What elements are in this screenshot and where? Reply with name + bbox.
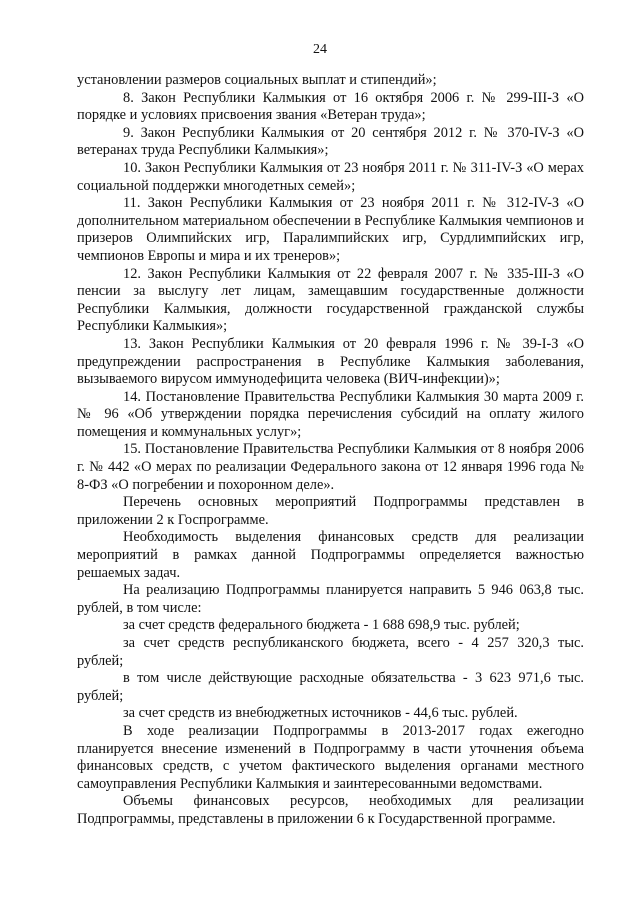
paragraph-activities-list: Перечень основных мероприятий Подпрограммы представлен в приложении 2 к Госпрограмме. <box>77 494 584 528</box>
paragraph-extrabudgetary: за счет средств из внебюджетных источников - 44,6 тыс. рублей. <box>123 705 518 722</box>
paragraph-annual-changes: В ходе реализации Подпрограммы в 2013-2017 годах ежегодно планируется внесение изменений в Подпрограмму в части уточнения объема финансовых средств, с учетом фактического выделения органами местного самоуправления Республики Калмыкия и заинтересованными ведомствами. <box>77 722 584 792</box>
paragraph-continuation: установлении размеров социальных выплат и стипендий»; <box>77 72 437 88</box>
paragraph-item-13: 13. Закон Республики Калмыкия от 20 февраля 1996 г. № 39-I-З «О предупреждении распространения в Республике Калмыкия заболевания, вызываемого вирусом иммунодефицита человека (ВИЧ-инфекции)»; <box>77 335 584 388</box>
paragraph-item-11: 11. Закон Республики Калмыкия от 23 ноября 2011 г. № 312-IV-З «О дополнительном материальном обеспечении в Республике Калмыкия чемпионов и призеров Олимпийских игр, Паралимпийских игр, Сурдлимпийских игр, чемпионов Европы и мира и их тренеров»; <box>77 195 584 264</box>
paragraph-item-9: 9. Закон Республики Калмыкия от 20 сентября 2012 г. № 370-IV-З «О ветеранах труда Республики Калмыкия»; <box>77 124 584 159</box>
paragraph-item-8: 8. Закон Республики Калмыкия от 16 октября 2006 г. № 299-III-З «О порядке и условиях присвоения звания «Ветеран труда»; <box>77 89 584 124</box>
paragraph-resources-appendix: Объемы финансовых ресурсов, необходимых для реализации Подпрограммы, представлены в приложении 6 к Государственной программе. <box>77 793 584 827</box>
paragraph-funding-necessity: Необходимость выделения финансовых средств для реализации мероприятий в рамках данной Подпрограммы определяется важностью решаемых задач. <box>77 529 584 581</box>
page-number: 24 <box>313 42 327 57</box>
paragraph-current-obligations: в том числе действующие расходные обязательства - 3 623 971,6 тыс. рублей; <box>77 670 584 704</box>
paragraph-item-15: 15. Постановление Правительства Республики Калмыкия от 8 ноября 2006 г. № 442 «О мерах по реализации Федерального закона от 12 января 1996 года № 8-ФЗ «О погребении и похоронном деле». <box>77 441 584 493</box>
paragraph-funding-total: На реализацию Подпрограммы планируется направить 5 946 063,8 тыс. рублей, в том числе: <box>77 582 584 616</box>
paragraph-item-10: 10. Закон Республики Калмыкия от 23 ноября 2011 г. № 311-IV-З «О мерах социальной поддержки многодетных семей»; <box>77 159 584 194</box>
document-body <box>77 72 584 829</box>
paragraph-item-12: 12. Закон Республики Калмыкия от 22 февраля 2007 г. № 335-III-З «О пенсии за выслугу лет лицам, замещавшим государственные должности Республики Калмыкия, должности государственной гражданской службы Республики Калмыкия»; <box>77 265 584 335</box>
paragraph-federal-budget: за счет средств федерального бюджета - 1 688 698,9 тыс. рублей; <box>123 617 520 634</box>
paragraph-item-14: 14. Постановление Правительства Республики Калмыкия 30 марта 2009 г. № 96 «Об утверждении порядка перечисления субсидий на оплату жилого помещения и коммунальных услуг»; <box>77 388 584 440</box>
paragraph-republic-budget: за счет средств республиканского бюджета, всего - 4 257 320,3 тыс. рублей; <box>77 635 584 669</box>
